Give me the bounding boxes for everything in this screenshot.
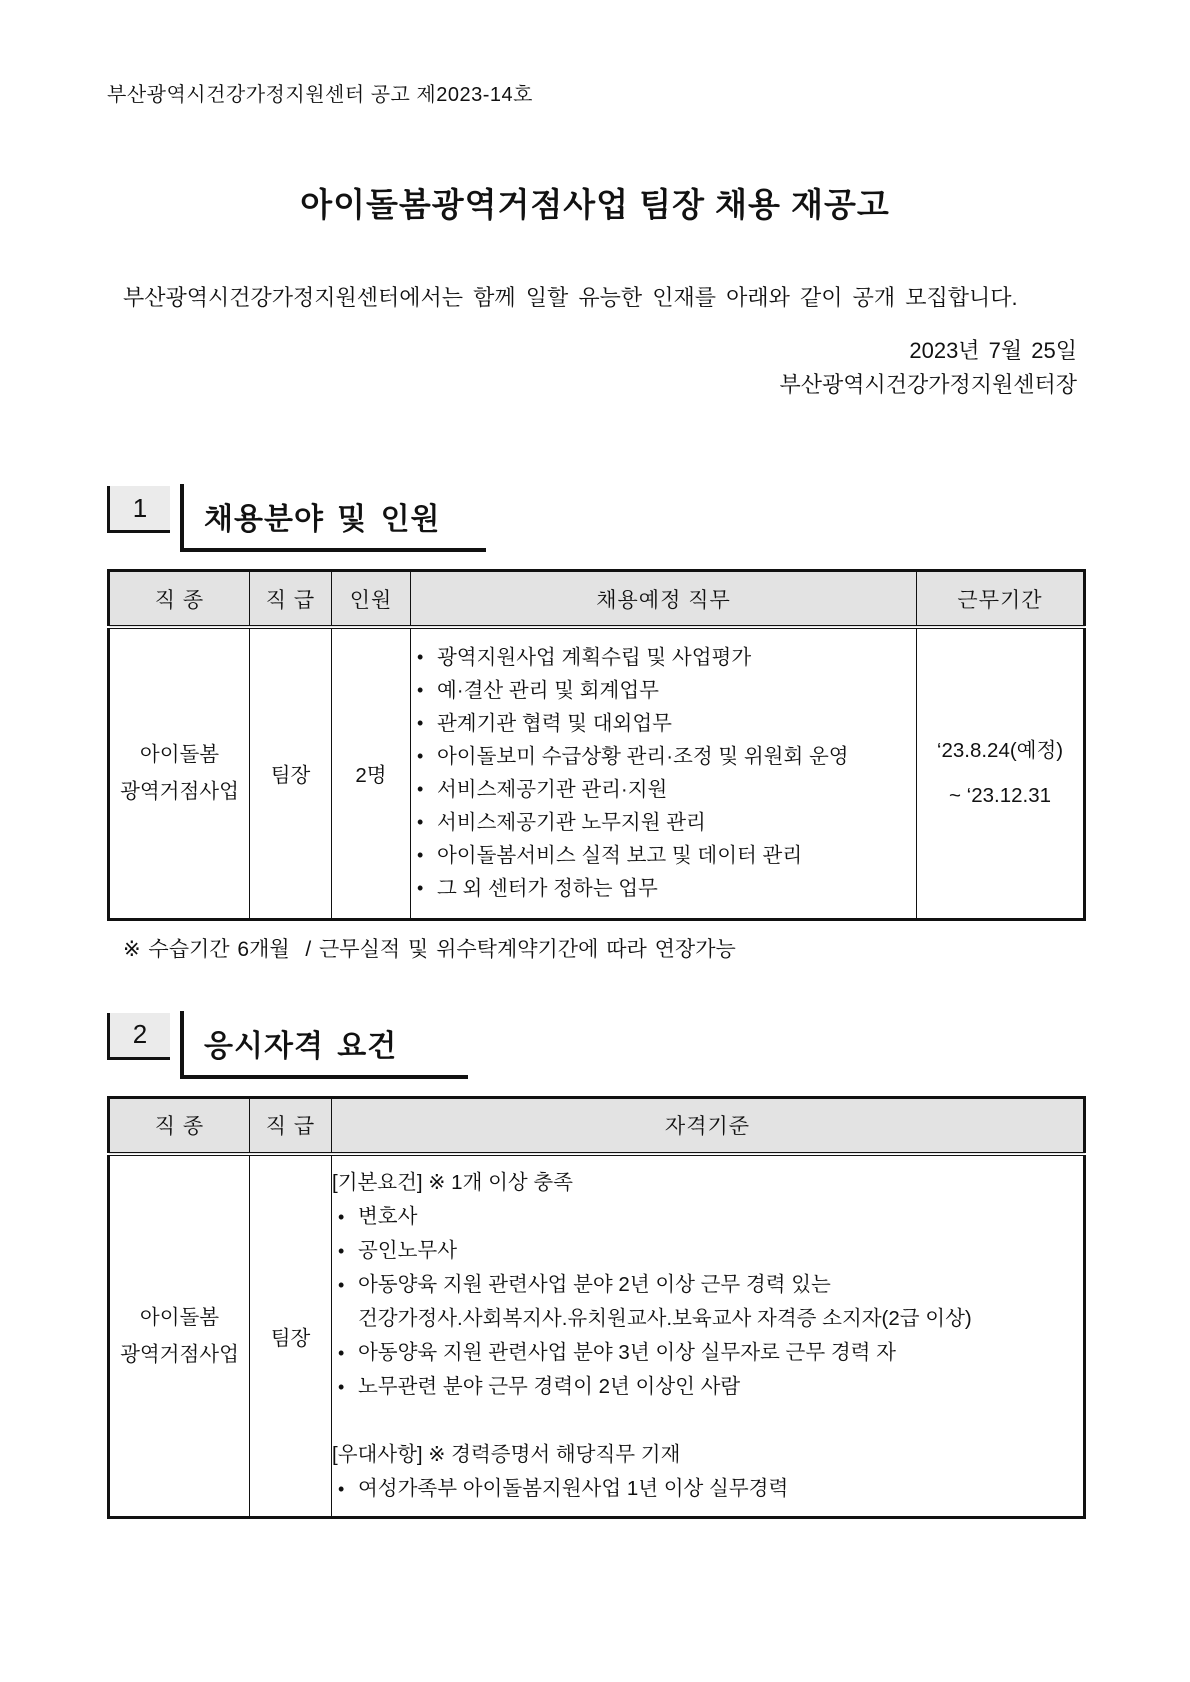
duty-item: • 광역지원사업 계획수립 및 사업평가 [411,641,916,674]
section-1-header [107,484,1083,556]
duty-item: • 그 외 센터가 정하는 업무 [411,872,916,905]
section-2-title-wrap [180,1011,468,1079]
intro-paragraph: 부산광역시건강가정지원센터에서는 함께 일할 유능한 인재를 아래와 같이 공개 모집합니다. [123,285,1018,310]
headcount-cell: 2명 [332,627,411,919]
job-field-line-2: 광역거점사업 [120,1342,239,1366]
criteria-cell [332,1154,1085,1518]
notice-number: 부산광역시건강가정지원센터 공고 제2023-14호 [107,84,533,106]
work-period-line-2: ~ ‘23.12.31 [948,784,1052,808]
criteria-item: • 아동양육 지원 관련사업 분야 2년 이상 근무 경력 있는 [332,1268,1083,1302]
job-field-cell [109,627,250,919]
qualification-table-row [109,1154,1085,1518]
section-2-number: 2 [132,1019,148,1049]
criteria-item: • 공인노무사 [332,1234,1083,1268]
work-period-cell [917,627,1085,919]
section-2-title: 응시자격 요건 [204,1029,398,1063]
criteria-item: [기본요건] ※ 1개 이상 충족 [332,1170,573,1194]
announcement-date: 2023년 7월 25일 [909,338,1077,363]
criteria-item: • 여성가족부 아이돌봄지원사업 1년 이상 실무경력 [332,1472,1083,1506]
section-1-number-box [107,486,170,533]
criteria-item: • 아동양육 지원 관련사업 분야 3년 이상 실무자로 근무 경력 자 [332,1336,1083,1370]
recruitment-table-header-row [109,571,1085,628]
header-job-grade: 직 급 [250,1097,332,1154]
duty-item: • 관계기관 협력 및 대외업무 [411,707,916,740]
duty-item: • 예·결산 관리 및 회계업무 [411,674,916,707]
probation-note: ※ 수습기간 6개월 / 근무실적 및 위수탁계약기간에 따라 연장가능 [123,937,736,961]
grade-cell: 팀장 [250,627,332,919]
header-duties: 채용예정 직무 [411,571,917,628]
header-criteria: 자격기준 [332,1097,1085,1154]
criteria-item: [우대사항] ※ 경력증명서 해당직무 기재 [332,1442,681,1466]
qualification-table-header-row [109,1097,1085,1154]
duty-item: • 아이돌봄서비스 실적 보고 및 데이터 관리 [411,839,916,872]
job-field-line-2: 광역거점사업 [120,780,239,804]
header-job-type: 직 종 [109,571,250,628]
job-field-line-1: 아이돌봄 [139,1305,220,1329]
header-work-period: 근무기간 [917,571,1085,628]
grade-cell: 팀장 [250,1154,332,1518]
section-1-title-wrap [180,484,486,552]
criteria-item: • 노무관련 분야 근무 경력이 2년 이상인 사람 [332,1370,1083,1404]
section-1-number: 1 [132,492,148,523]
qualification-table [107,1096,1086,1520]
duties-cell [411,627,917,919]
criteria-item-continuation: 건강가정사.사회복지사.유치원교사.보육교사 자격증 소지자(2급 이상) [358,1306,972,1330]
criteria-item: • 변호사 [332,1200,1083,1234]
header-headcount: 인원 [332,571,411,628]
duty-item: • 아이돌보미 수급상황 관리·조정 및 위원회 운영 [411,740,916,773]
section-1-title: 채용분야 및 인원 [204,503,441,536]
job-field-cell [109,1154,250,1518]
signature-block [107,334,1083,402]
announcement-signer: 부산광역시건강가정지원센터장 [779,372,1077,397]
section-2-number-box [107,1013,170,1060]
duty-item: • 서비스제공기관 노무지원 관리 [411,806,916,839]
recruitment-table-row [109,627,1085,919]
document-title: 아이돌봄광역거점사업 팀장 채용 재공고 [300,186,890,223]
duty-item: • 서비스제공기관 관리·지원 [411,773,916,806]
recruitment-table [107,569,1086,921]
header-job-grade: 직 급 [250,571,332,628]
header-job-type: 직 종 [109,1097,250,1154]
section-2-header [107,1011,1083,1083]
job-field-line-1: 아이돌봄 [139,743,220,767]
work-period-line-1: ‘23.8.24(예정) [936,739,1064,763]
